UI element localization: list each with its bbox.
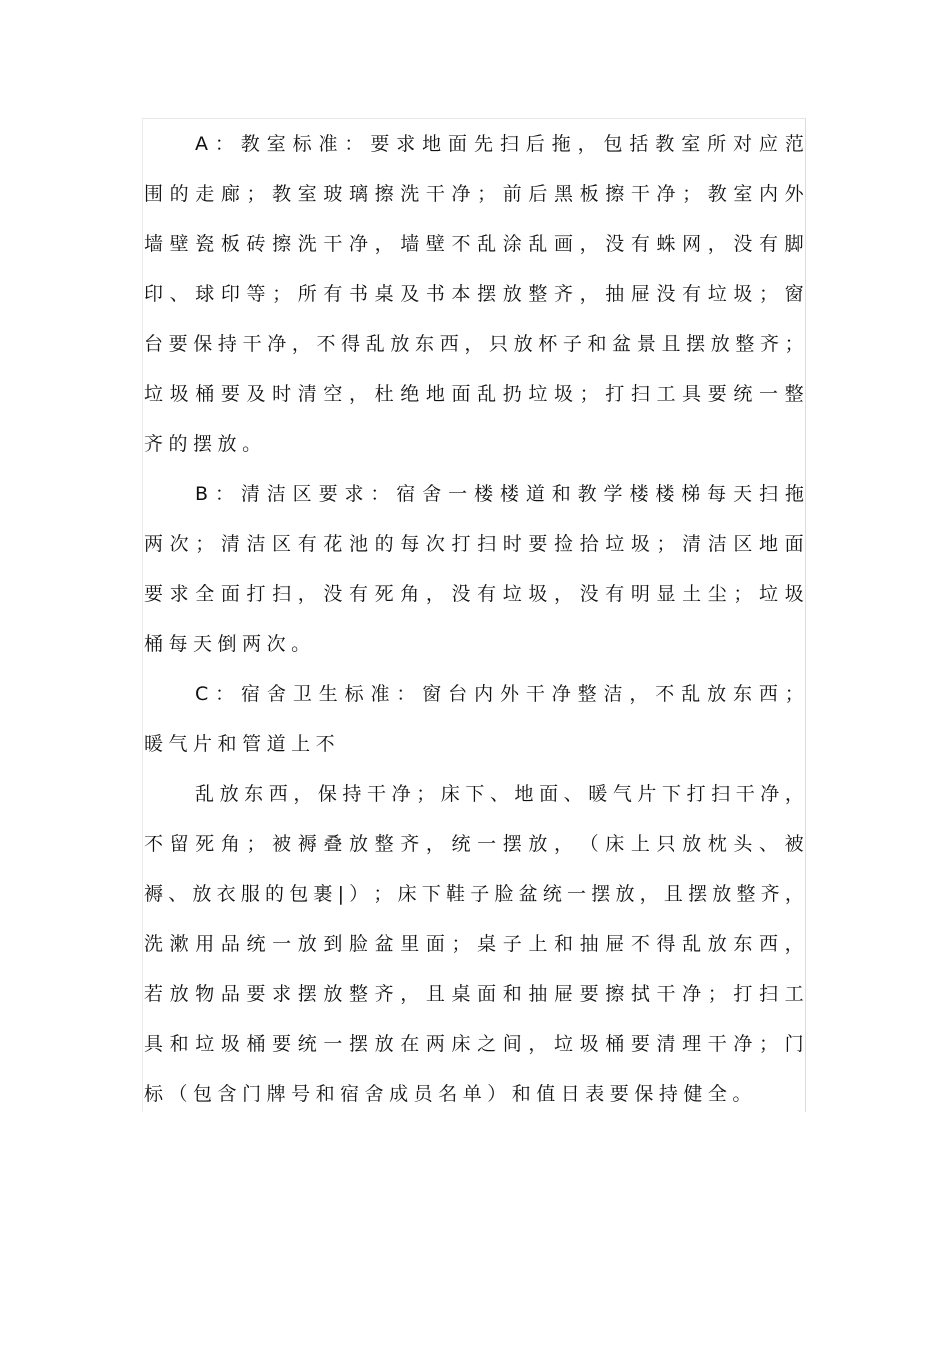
text-line: A ： 教 室 标 准 ： 要 求 地 面 先 扫 后 拖 ， 包 括 教 室 所 对 应 范: [195, 133, 804, 155]
text-line: 两 次 ； 清 洁 区 有 花 池 的 每 次 打 扫 时 要 捡 拾 垃 圾 ； 清 洁 区 地 面: [144, 533, 804, 555]
text-line: 印 、 球 印 等 ； 所 有 书 桌 及 书 本 摆 放 整 齐 ， 抽 屉 没 有 垃 圾 ； 窗: [144, 283, 804, 305]
text-line: 标 （ 包 含 门 牌 号 和 宿 舍 成 员 名 单 ） 和 值 日 表 要 保 持 健 全 。: [144, 1083, 752, 1105]
text-line: 台 要 保 持 干 净 ， 不 得 乱 放 东 西 ， 只 放 杯 子 和 盆 景 且 摆 放 整 齐 ；: [144, 333, 804, 355]
text-line: 要 求 全 面 打 扫 ， 没 有 死 角 ， 没 有 垃 圾 ， 没 有 明 显 土 尘 ； 垃 圾: [144, 583, 804, 605]
text-line: B ： 清 洁 区 要 求 ： 宿 舍 一 楼 楼 道 和 教 学 楼 楼 梯 每 天 扫 拖: [195, 483, 804, 505]
text-line: 褥 、 放 衣 服 的 包 裹 | ） ； 床 下 鞋 子 脸 盆 统 一 摆 放 ， 且 摆 放 整 齐 ，: [144, 883, 804, 905]
text-line: 洗 漱 用 品 统 一 放 到 脸 盆 里 面 ； 桌 子 上 和 抽 屉 不 得 乱 放 东 西 ，: [144, 933, 804, 955]
text-line: 垃 圾 桶 要 及 时 清 空 ， 杜 绝 地 面 乱 扔 垃 圾 ； 打 扫 工 具 要 统 一 整: [144, 383, 804, 405]
document-body: [144, 119, 804, 1119]
text-line: 桶 每 天 倒 两 次 。: [144, 633, 311, 655]
text-line: 不 留 死 角 ； 被 褥 叠 放 整 齐 ， 统 一 摆 放 ， （ 床 上 只 放 枕 头 、 被: [144, 833, 804, 855]
text-line: 围 的 走 廊 ； 教 室 玻 璃 擦 洗 干 净 ； 前 后 黑 板 擦 干 净 ； 教 室 内 外: [144, 183, 804, 205]
text-line: 具 和 垃 圾 桶 要 统 一 摆 放 在 两 床 之 间 ， 垃 圾 桶 要 清 理 干 净 ； 门: [144, 1033, 804, 1055]
text-line: 暖 气 片 和 管 道 上 不: [144, 733, 335, 755]
text-line: 乱 放 东 西 ， 保 持 干 净 ； 床 下 、 地 面 、 暖 气 片 下 打 扫 干 净 ，: [195, 783, 804, 805]
text-line: 若 放 物 品 要 求 摆 放 整 齐 ， 且 桌 面 和 抽 屉 要 擦 拭 干 净 ； 打 扫 工: [144, 983, 804, 1005]
text-line: 齐 的 摆 放 。: [144, 433, 262, 455]
text-line: 墙 壁 瓷 板 砖 擦 洗 干 净 ， 墙 壁 不 乱 涂 乱 画 ， 没 有 蛛 网 ， 没 有 脚: [144, 233, 804, 255]
text-line: C ： 宿 舍 卫 生 标 准 ： 窗 台 内 外 干 净 整 洁 ， 不 乱 放 东 西 ；: [195, 683, 804, 705]
